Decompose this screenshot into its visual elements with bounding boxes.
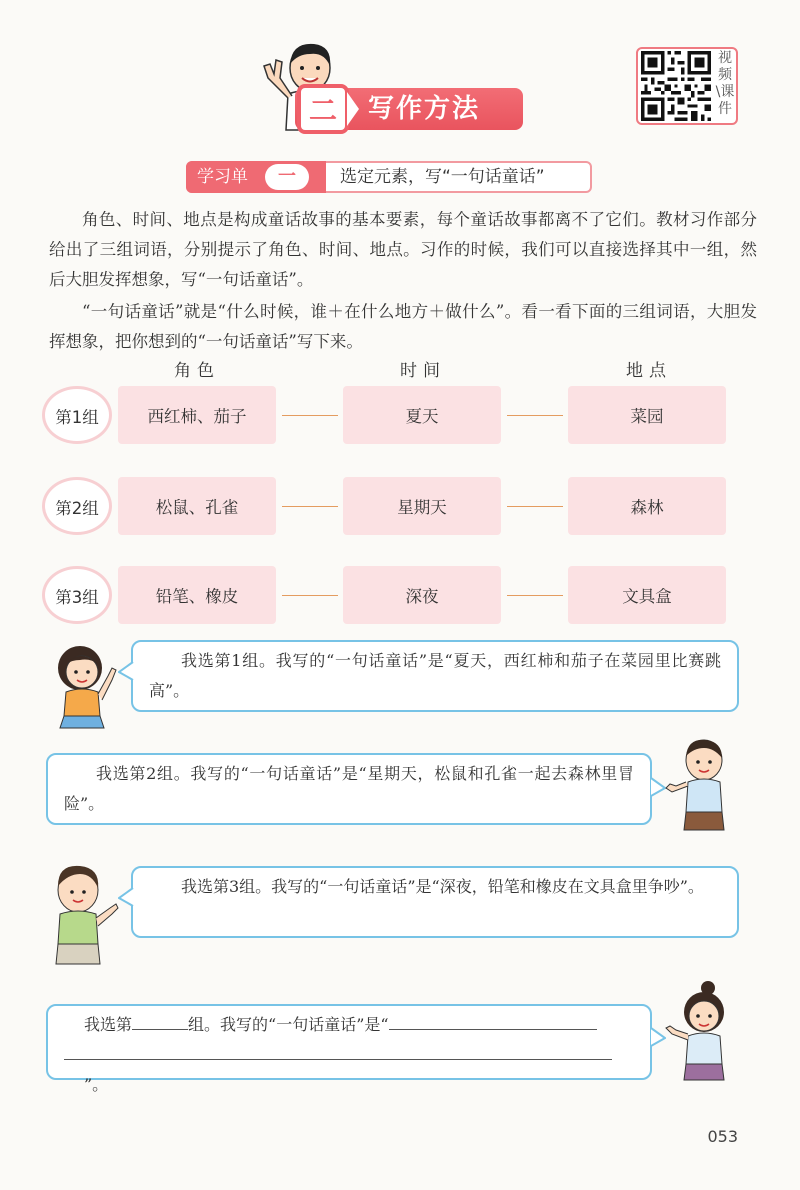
- section-banner-arrow: [347, 92, 359, 126]
- worksheet-title: 选定元素，写“一句话童话”: [340, 167, 545, 187]
- intro-paragraph: 角色、时间、地点是构成童话故事的基本要素，每个童话故事都离不了它们。教材习作部分给出了三组词语，分别提示了角色、时间、地点。习作的时候，我们可以直接选择其中一组，然后大胆发挥想象，写“一句话童话”。: [49, 210, 757, 289]
- column-header-place: 地点: [626, 361, 672, 381]
- column-header-role: 角色: [174, 361, 220, 381]
- example-bubble-2: 我选第2组。我写的“一句话童话”是“星期天，松鼠和孔雀一起去森林里冒险”。: [46, 753, 652, 825]
- exercise-bubble: [46, 1004, 652, 1094]
- connector-line: [507, 415, 563, 416]
- exercise-text-part2: 组。我写的“一句话童话”是“: [188, 1015, 389, 1034]
- worksheet-label: 学习单: [197, 167, 248, 187]
- section-number-badge: 二: [297, 84, 349, 134]
- qr-code-label: 视频\课件: [715, 50, 735, 117]
- boy-character-illustration: [40, 860, 124, 968]
- group-1-place-cell: 菜园: [568, 386, 726, 444]
- group-3-place-cell: 文具盒: [568, 566, 726, 624]
- group-2-label: 第2组: [55, 499, 99, 518]
- bubble-tail: [118, 886, 134, 908]
- connector-line: [282, 415, 338, 416]
- group-2-role-cell: 松鼠、孔雀: [118, 477, 276, 535]
- instruction-paragraph: “一句话童话”就是“什么时候，谁＋在什么地方＋做什么”。看一看下面的三组词语，大胆发挥想象，把你想到的“一句话童话”写下来。: [49, 302, 757, 351]
- sentence-blank-line-2[interactable]: [64, 1042, 612, 1060]
- group-1-time-cell: 夏天: [343, 386, 501, 444]
- group-1-label: 第1组: [55, 408, 99, 427]
- group-3-role-cell: 铅笔、橡皮: [118, 566, 276, 624]
- girl-character-illustration: [664, 980, 744, 1084]
- qr-code-icon[interactable]: [641, 51, 711, 121]
- connector-line: [507, 595, 563, 596]
- example-bubble-3: 我选第3组。我写的“一句话童话”是“深夜，铅笔和橡皮在文具盒里争吵”。: [131, 866, 739, 938]
- sentence-blank-line-1[interactable]: [389, 1012, 597, 1030]
- group-2-time-cell: 星期天: [343, 477, 501, 535]
- exercise-text-part1: 我选第: [84, 1015, 133, 1034]
- group-2-place-cell: 森林: [568, 477, 726, 535]
- column-header-time: 时间: [400, 361, 446, 381]
- worksheet-number-badge: 一: [265, 164, 309, 190]
- connector-line: [282, 506, 338, 507]
- connector-line: [507, 506, 563, 507]
- group-1-role-cell: 西红柿、茄子: [118, 386, 276, 444]
- group-number-blank[interactable]: [132, 1012, 188, 1030]
- group-3-label: 第3组: [55, 588, 99, 607]
- girl-character-illustration: [46, 640, 124, 732]
- connector-line: [282, 595, 338, 596]
- boy-character-illustration: [664, 734, 744, 834]
- section-title: 写作方法: [368, 94, 481, 124]
- group-3-time-cell: 深夜: [343, 566, 501, 624]
- page-number: 053: [707, 1127, 738, 1146]
- exercise-text-part3: ”。: [84, 1075, 109, 1094]
- bubble-tail: [118, 660, 134, 682]
- example-bubble-1: 我选第1组。我写的“一句话童话”是“夏天，西红柿和茄子在菜园里比赛跳高”。: [131, 640, 739, 712]
